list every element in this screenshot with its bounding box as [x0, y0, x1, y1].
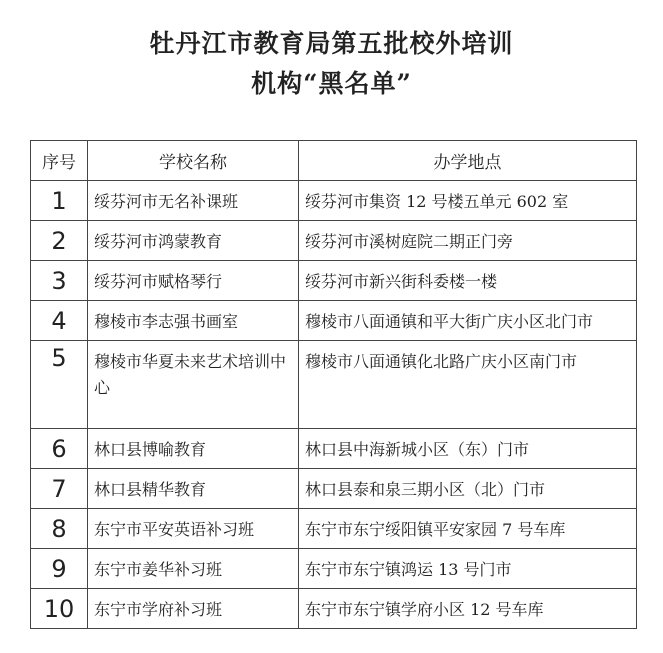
school-address: 穆棱市八面通镇和平大街广庆小区北门市	[299, 301, 637, 341]
blacklist-table	[30, 140, 637, 629]
school-address: 林口县中海新城小区（东）门市	[299, 429, 637, 469]
school-name: 东宁市姜华补习班	[88, 549, 299, 589]
header-address: 办学地点	[299, 141, 637, 181]
school-address: 穆棱市八面通镇化北路广庆小区南门市	[299, 341, 637, 429]
table-row	[31, 429, 637, 469]
table-row	[31, 301, 637, 341]
school-address: 绥芬河市新兴街科委楼一楼	[299, 261, 637, 301]
school-address: 东宁市东宁镇鸿运 13 号门市	[299, 549, 637, 589]
school-address: 林口县泰和泉三期小区（北）门市	[299, 469, 637, 509]
table-row	[31, 549, 637, 589]
row-number: 2	[31, 221, 88, 261]
school-address: 东宁市东宁镇学府小区 12 号车库	[299, 589, 637, 629]
school-name: 林口县精华教育	[88, 469, 299, 509]
school-name: 穆棱市李志强书画室	[88, 301, 299, 341]
document-title-line2: 机构“黑名单”	[251, 69, 412, 98]
table-header-row	[31, 141, 637, 181]
row-number: 1	[31, 181, 88, 221]
row-number: 6	[31, 429, 88, 469]
table-row	[31, 181, 637, 221]
school-address: 绥芬河市集资 12 号楼五单元 602 室	[299, 181, 637, 221]
row-number: 4	[31, 301, 88, 341]
school-name: 林口县博喻教育	[88, 429, 299, 469]
table-row	[31, 509, 637, 549]
header-number: 序号	[31, 141, 88, 181]
school-name: 绥芬河市鸿蒙教育	[88, 221, 299, 261]
school-name: 绥芬河市赋格琴行	[88, 261, 299, 301]
table-row	[31, 589, 637, 629]
school-name: 东宁市平安英语补习班	[88, 509, 299, 549]
school-address: 东宁市东宁绥阳镇平安家园 7 号车库	[299, 509, 637, 549]
school-name: 东宁市学府补习班	[88, 589, 299, 629]
table-row	[31, 221, 637, 261]
school-name: 穆棱市华夏未来艺术培训中心	[88, 341, 299, 429]
school-address: 绥芬河市溪树庭院二期正门旁	[299, 221, 637, 261]
school-name: 绥芬河市无名补课班	[88, 181, 299, 221]
table-row	[31, 341, 637, 429]
table-row	[31, 261, 637, 301]
row-number: 8	[31, 509, 88, 549]
table-row	[31, 469, 637, 509]
row-number: 7	[31, 469, 88, 509]
document-title-line1: 牡丹江市教育局第五批校外培训	[149, 29, 514, 58]
row-number: 5	[31, 341, 88, 429]
row-number: 10	[31, 589, 88, 629]
row-number: 3	[31, 261, 88, 301]
header-school-name: 学校名称	[88, 141, 299, 181]
row-number: 9	[31, 549, 88, 589]
